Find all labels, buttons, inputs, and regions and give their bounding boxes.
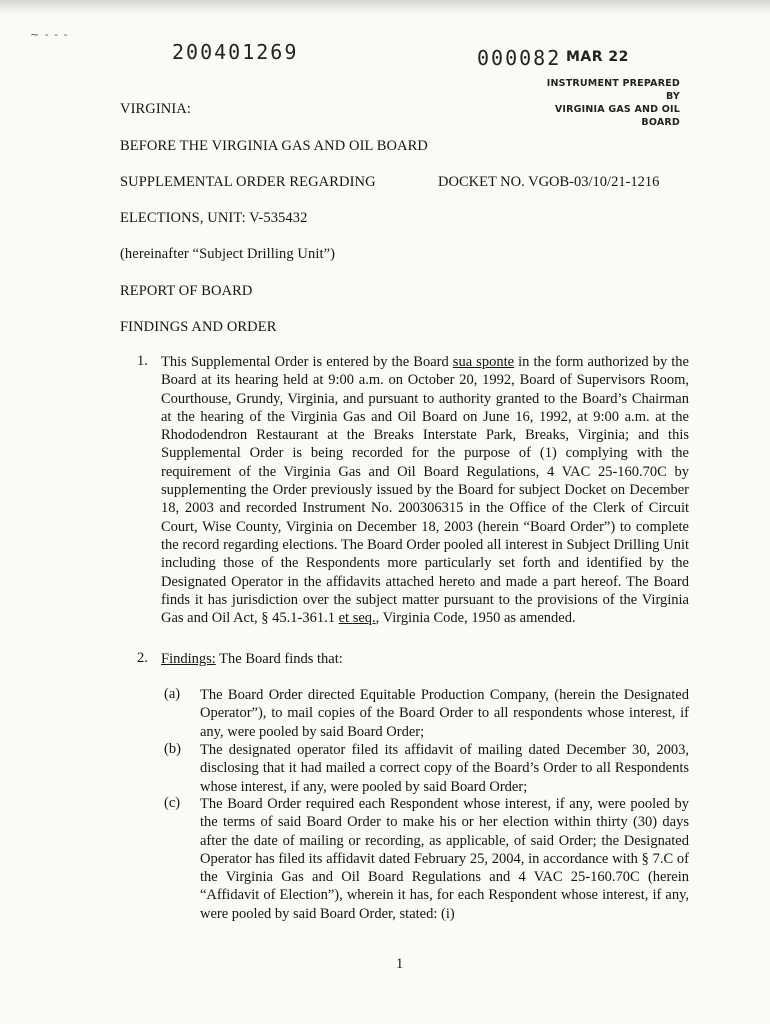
finding-a-label: (a) [164,686,181,702]
paragraph-1: This Supplemental Order is entered by the Board sua sponte in the form authorized by the Board at its hearing held at 9:00 a.m. on October 20, 1992, Board of Supervisors Room, Courthouse, Grundy, Virginia, and pursuant to authority granted to the Board’s Chairman at the hearing of the Virginia Gas and Oil Board on June 16, 1992, at 9:00 a.m. at the Rhododendron Restaurant at the Breaks Interstate Park, Breaks, Virginia; and this Supplemental Order is being recorded for the purpose of (1) complying with the requirement of the Virginia Gas and Oil Board Regulations, 4 VAC 25-160.70C by supplementing the Order previously issued by the Board for subject Docket on December 18, 2003 and recorded Instrument No. 200306315 in the Office of the Clerk of Circuit Court, Wise County, Virginia on December 18, 2003 (herein “Board Order”) to complete the record regarding elections. The Board Order pooled all interest in Subject Drilling Unit including those of the Respondents more particularly set forth and identified by the Designated Operator in the affidavits attached hereto and made a part hereof. The Board finds it has jurisdiction over the subject matter pursuant to the provisions of the Virginia Gas and Oil Act, § 45.1-361.1 et seq., Virginia Code, 1950 as amended. [161,354,689,627]
state-heading: VIRGINIA: [120,101,191,117]
paragraph-1-body: in the form authorized by the Board at its hearing held at 9:00 a.m. on October 20, 1992, Board of Supervisors Room, Courthouse, Grundy, Virginia, and pursuant to authority granted to the Board’s Chairman at the hearing of the Virginia Gas and Oil Board on June 16, 1992, at 9:00 a.m. at the Rhododendron Restaurant at the Breaks Interstate Park, Breaks, Virginia; and this Supplemental Order is being recorded for the purpose of (1) complying with the requirement of the Virginia Gas and Oil Board Regulations, 4 VAC 25-160.70C by supplementing the Order previously issued by the Board for subject Docket on December 18, 2003 and recorded Instrument No. 200306315 in the Office of the Clerk of Circuit Court, Wise County, Virginia on December 18, 2003 (herein “Board Order”) to complete the record regarding elections. The Board Order pooled all interest in Subject Drilling Unit including those of the Respondents more particularly set forth and identified by the Designated Operator in the affidavits attached hereto and made a part hereof. The Board finds it has jurisdiction over the subject matter pursuant to the provisions of the Virginia Gas and Oil Act, § 45.1-361.1 [161,354,689,627]
findings-label: Findings: [161,651,216,667]
instrument-number-stamp: 200401269 [172,40,299,64]
hereinafter-line: (hereinafter “Subject Drilling Unit”) [120,246,336,262]
paragraph-2-number: 2. [137,650,148,666]
page-number-stamp: 000082 [477,46,562,70]
docket-number: DOCKET NO. VGOB-03/10/21-1216 [438,174,660,190]
et-seq-term: et seq. [338,610,376,627]
finding-b-text: The designated operator filed its affidavit of mailing dated December 30, 2003, disclosing that it had mailed a correct copy of the Board’s Order to all Respondents whose interest, if any, were pooled by said Board Order; [200,742,689,795]
paragraph-1-number: 1. [137,353,148,369]
finding-c-label: (c) [164,795,181,811]
order-title: SUPPLEMENTAL ORDER REGARDING [120,174,376,190]
findings-intro: The Board finds that: [219,651,343,667]
scan-edge-shadow [0,0,770,14]
board-heading: BEFORE THE VIRGINIA GAS AND OIL BOARD [120,138,428,154]
paragraph-1-intro: This Supplemental Order is entered by the Board [161,354,449,370]
prepared-by-line-1: INSTRUMENT PREPARED BY [546,78,680,102]
finding-b-label: (b) [164,741,181,757]
finding-c-text: The Board Order required each Respondent whose interest, if any, were pooled by the terms of said Board Order to make his or her election within thirty (30) days after the date of mailing or recording, as applicable, of said Order; the Designated Operator has filed its affidavit dated February 25, 2004, in accordance with § 7.C of the Virginia Gas and Oil Board Regulations and 4 VAC 25-160.70C (herein “Affidavit of Election”), wherein it has, for each Respondent whose interest, if any, were pooled by said Board Order, stated: (i) [200,796,689,922]
sua-sponte-term: sua sponte [452,354,515,370]
paragraph-2-heading [161,650,689,668]
paragraph-1-end: Virginia Code, 1950 as amended. [382,610,576,627]
report-heading: REPORT OF BOARD [120,283,253,299]
prepared-by-line-2: VIRGINIA GAS AND OIL BOARD [554,104,680,128]
corner-mark: ~ - - - [30,28,69,41]
date-stamp: MAR 22 [566,49,629,65]
findings-order-heading: FINDINGS AND ORDER [120,319,277,335]
unit-line: ELECTIONS, UNIT: V-535432 [120,210,308,226]
finding-a-text: The Board Order directed Equitable Production Company, (herein the Designated Operator”), to mail copies of the Board Order to all respondents whose interest, if any, were pooled by said Board Order; [200,687,689,740]
page-number: 1 [396,956,404,972]
prepared-by-stamp [530,77,680,129]
